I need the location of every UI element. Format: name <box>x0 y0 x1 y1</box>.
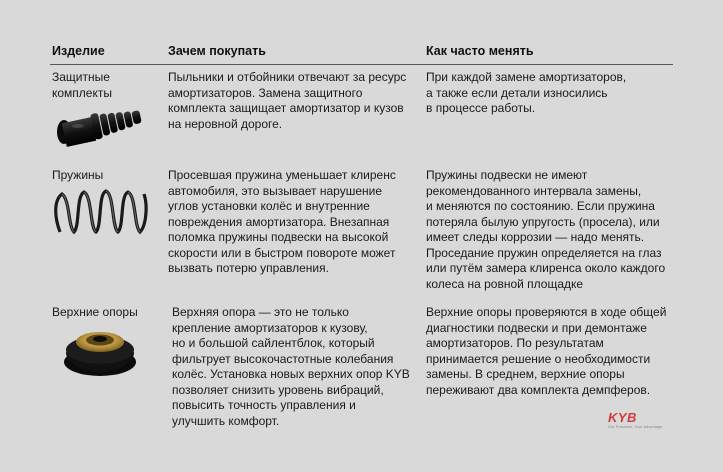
header-product: Изделие <box>52 44 105 58</box>
row-1-name: Защитные комплекты <box>52 70 112 100</box>
header-how-often: Как часто менять <box>426 44 534 58</box>
header-why-buy: Зачем покупать <box>168 44 266 58</box>
kyb-logo <box>608 410 670 432</box>
coil-spring-icon <box>52 186 152 238</box>
row-2-name: Пружины <box>52 168 104 182</box>
row-1-why: Пыльники и отбойники отвечают за ресурс амортизаторов. Замена защитного комплекта защищает амортизатор и кузов на неровной дороге. <box>168 70 407 131</box>
row-3-why: Верхняя опора — это не только крепление амортизаторов к кузову, но и большой сайлентблок, который фильтрует высокочастотные колебания колёс. Установка новых верхних опор KYB позволяет снизить уровень вибраций, повысить точность управления и улучшить комфорт. <box>172 305 410 428</box>
header-divider <box>50 64 673 65</box>
row-3-when: Верхние опоры проверяются в ходе общей диагностики подвески и при демонтаже амортизаторов. По результатам принимается решение о необходимости замены. В среднем, верхние опоры переживают два комплекта демпферов. <box>426 305 667 397</box>
boot-bumper-kit-icon <box>52 100 148 150</box>
row-1-when: При каждой замене амортизаторов, а также если детали износились в процессе работы. <box>426 70 627 115</box>
row-3-name: Верхние опоры <box>52 305 138 319</box>
kyb-logo-tagline: Our Precision, Your Advantage <box>608 424 663 429</box>
strut-mount-icon <box>60 318 140 380</box>
row-2-why: Просевшая пружина уменьшает клиренс автомобиля, это вызывает нарушение углов установки колёс и внутренние повреждения амортизатора. Внезапная поломка пружины подвески на высокой скорости или в быстром повороте может вызвать потерю управления. <box>168 168 396 275</box>
kyb-logo-wordmark: KYB <box>608 410 637 425</box>
row-2-when: Пружины подвески не имеют рекомендованного интервала замены, и меняются по состоянию. Если пружина потеряла былую упругость (просела), или имеет следы коррозии — надо менять. Проседание пружин определяется на глаз или путём замера клиренса около каждого колеса на ровной площадке <box>426 168 666 291</box>
